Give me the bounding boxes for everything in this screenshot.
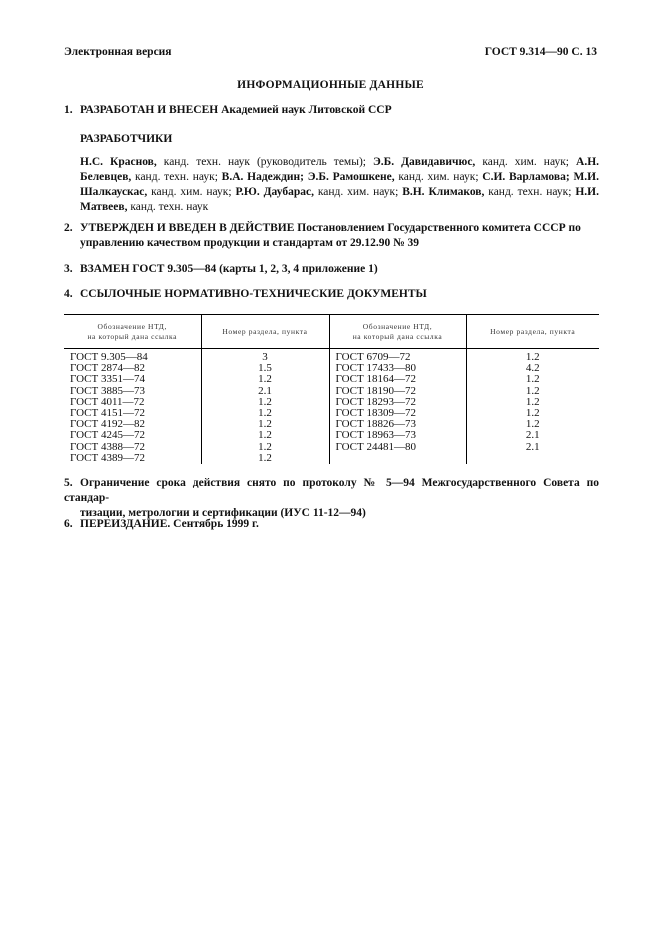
section-number-cell: 3 bbox=[201, 349, 329, 364]
ntd-designation-cell: ГОСТ 4245—72 bbox=[70, 429, 145, 442]
section-number-cell: 1.2 bbox=[201, 442, 329, 453]
section-4-text: ССЫЛОЧНЫЕ НОРМАТИВНО-ТЕХНИЧЕСКИЕ ДОКУМЕНТЫ bbox=[80, 288, 427, 300]
ntd-designation-cell: ГОСТ 4192—82 bbox=[70, 418, 145, 431]
developer-role: канд. хим. наук; bbox=[147, 186, 236, 198]
ntd-designation-cell: ГОСТ 3351—74 bbox=[70, 373, 145, 386]
developer-name: Н.С. Краснов, bbox=[80, 156, 157, 168]
section-5 bbox=[64, 476, 599, 521]
section-number-cell: 2.1 bbox=[466, 430, 599, 441]
section-number-cell: 1.2 bbox=[201, 408, 329, 419]
table-row bbox=[64, 453, 599, 464]
ntd-designation-cell: ГОСТ 18826—73 bbox=[329, 419, 466, 430]
section-number-cell: 1.2 bbox=[201, 397, 329, 408]
developers-list bbox=[80, 155, 599, 215]
section-number-cell: 1.2 bbox=[201, 453, 329, 464]
section-number-cell: 2.1 bbox=[201, 386, 329, 397]
header-section-number-2 bbox=[466, 315, 599, 349]
developer-role: канд. хим. наук; bbox=[313, 186, 403, 198]
ntd-designation-cell: ГОСТ 18164—72 bbox=[329, 374, 466, 385]
section-number-cell: 1.2 bbox=[466, 386, 599, 397]
section-2 bbox=[64, 221, 599, 251]
ntd-designation-cell: ГОСТ 4389—72 bbox=[70, 451, 145, 464]
header-ntd-designation-2 bbox=[329, 315, 466, 349]
table-row bbox=[64, 349, 599, 364]
developer-name: Н.И. Матвеев, bbox=[80, 186, 599, 213]
ntd-designation-cell: ГОСТ 24481—80 bbox=[329, 442, 466, 453]
section-number-cell: 2.1 bbox=[466, 442, 599, 453]
section-number-cell: 1.2 bbox=[466, 408, 599, 419]
section-4 bbox=[64, 287, 599, 302]
section-5-line2: тизации, метрологии и сертификации (ИУС 11-12—94) bbox=[80, 507, 366, 519]
table-body bbox=[64, 349, 599, 465]
page-title: ИНФОРМАЦИОННЫЕ ДАННЫЕ bbox=[237, 79, 424, 91]
section-number-cell bbox=[466, 453, 599, 464]
section-number-cell: 1.2 bbox=[201, 430, 329, 441]
developer-name: Э.Б. Давидавичюс, bbox=[372, 156, 476, 168]
section-2-line2: управлению качеством продукции и стандартам от 29.12.90 № 39 bbox=[80, 237, 420, 249]
section-6-text: ПЕРЕИЗДАНИЕ. Сентябрь 1999 г. bbox=[80, 518, 259, 530]
developer-role: канд. техн. наук; bbox=[131, 171, 222, 183]
developer-role: канд. техн. наук (руководитель темы); bbox=[156, 156, 373, 168]
header-section-number bbox=[201, 315, 329, 349]
header-text-line: Номер раздела, пункта bbox=[222, 326, 308, 336]
ntd-designation-cell: ГОСТ 18963—73 bbox=[329, 430, 466, 441]
developer-role: канд. техн. наук; bbox=[484, 186, 576, 198]
ntd-designation-cell: ГОСТ 4011—72 bbox=[70, 395, 145, 408]
ntd-designation-cell: ГОСТ 17433—80 bbox=[329, 363, 466, 374]
developer-name: Э.Б. Рамошкене, bbox=[307, 171, 395, 183]
section-number-cell: 1.2 bbox=[466, 349, 599, 364]
section-number-cell: 1.2 bbox=[466, 397, 599, 408]
section-number-cell: 1.5 bbox=[201, 363, 329, 374]
developer-name: Р.Ю. Даубарас, bbox=[235, 186, 314, 198]
section-number-cell: 1.2 bbox=[466, 374, 599, 385]
ntd-designation-cell bbox=[329, 453, 466, 464]
header-standard-page: ГОСТ 9.314—90 С. 13 bbox=[484, 46, 597, 58]
section-5-number: 5. bbox=[64, 477, 73, 489]
developer-role: канд. техн. наук bbox=[127, 201, 209, 213]
ntd-designation-cell: ГОСТ 18190—72 bbox=[329, 386, 466, 397]
references-table bbox=[64, 314, 599, 464]
header-text-line: на который дана ссылка bbox=[352, 331, 443, 341]
section-number-cell: 1.2 bbox=[201, 419, 329, 430]
ntd-designation-cell: ГОСТ 4388—72 bbox=[70, 440, 145, 453]
section-number-cell: 1.2 bbox=[201, 374, 329, 385]
ntd-designation-cell: ГОСТ 9.305—84 bbox=[70, 351, 148, 363]
header-text-line: Обозначение НТД, bbox=[97, 321, 167, 331]
section-3-number: 3. bbox=[64, 263, 73, 275]
developer-name: А.Н. Белевцев, bbox=[80, 156, 600, 183]
header-text-line: Номер раздела, пункта bbox=[490, 326, 576, 336]
ntd-designation-cell: ГОСТ 2874—82 bbox=[70, 362, 145, 375]
developer-role: канд. хим. наук; bbox=[475, 156, 577, 168]
section-5-line1: Ограничение срока действия снято по протоколу № 5—94 Межгосударственного Совета по стандар- bbox=[64, 477, 599, 504]
developer-name: В.Н. Климаков, bbox=[402, 186, 485, 198]
header-edition-label: Электронная версия bbox=[64, 46, 172, 58]
ntd-designation-cell: ГОСТ 18309—72 bbox=[329, 408, 466, 419]
ntd-designation-cell: ГОСТ 6709—72 bbox=[329, 349, 466, 364]
section-1-text: РАЗРАБОТАН И ВНЕСЕН Академией наук Литовской ССР bbox=[80, 104, 392, 116]
section-4-number: 4. bbox=[64, 288, 73, 300]
table-row bbox=[64, 430, 599, 441]
header-text-line: Обозначение НТД, bbox=[362, 321, 433, 331]
developer-role: канд. хим. наук; bbox=[394, 171, 483, 183]
ntd-designation-cell: ГОСТ 4151—72 bbox=[70, 407, 145, 420]
section-6 bbox=[64, 517, 599, 532]
ntd-designation-cell: ГОСТ 3885—73 bbox=[70, 384, 145, 397]
section-number-cell: 4.2 bbox=[466, 363, 599, 374]
header-text-line: на который дана ссылка bbox=[87, 331, 178, 341]
section-2-number: 2. bbox=[64, 222, 73, 234]
ntd-designation-cell: ГОСТ 18293—72 bbox=[329, 397, 466, 408]
developer-name: М.И. Шалкаускас, bbox=[80, 171, 599, 198]
table-row bbox=[64, 374, 599, 385]
section-6-number: 6. bbox=[64, 518, 73, 530]
table-header-row bbox=[64, 315, 599, 349]
section-1-number: 1. bbox=[64, 104, 73, 116]
developer-name: В.А. Надеждин; bbox=[221, 171, 304, 183]
section-1 bbox=[64, 103, 599, 118]
section-3-text: ВЗАМЕН ГОСТ 9.305—84 (карты 1, 2, 3, 4 приложение 1) bbox=[80, 263, 378, 275]
section-3 bbox=[64, 262, 599, 277]
developer-name: С.И. Варламова; bbox=[482, 171, 570, 183]
header-ntd-designation bbox=[64, 315, 201, 349]
developers-heading: РАЗРАБОТЧИКИ bbox=[80, 133, 173, 145]
section-2-line1: УТВЕРЖДЕН И ВВЕДЕН В ДЕЙСТВИЕ Постановлением Государственного комитета СССР по bbox=[80, 222, 581, 234]
section-number-cell: 1.2 bbox=[466, 419, 599, 430]
